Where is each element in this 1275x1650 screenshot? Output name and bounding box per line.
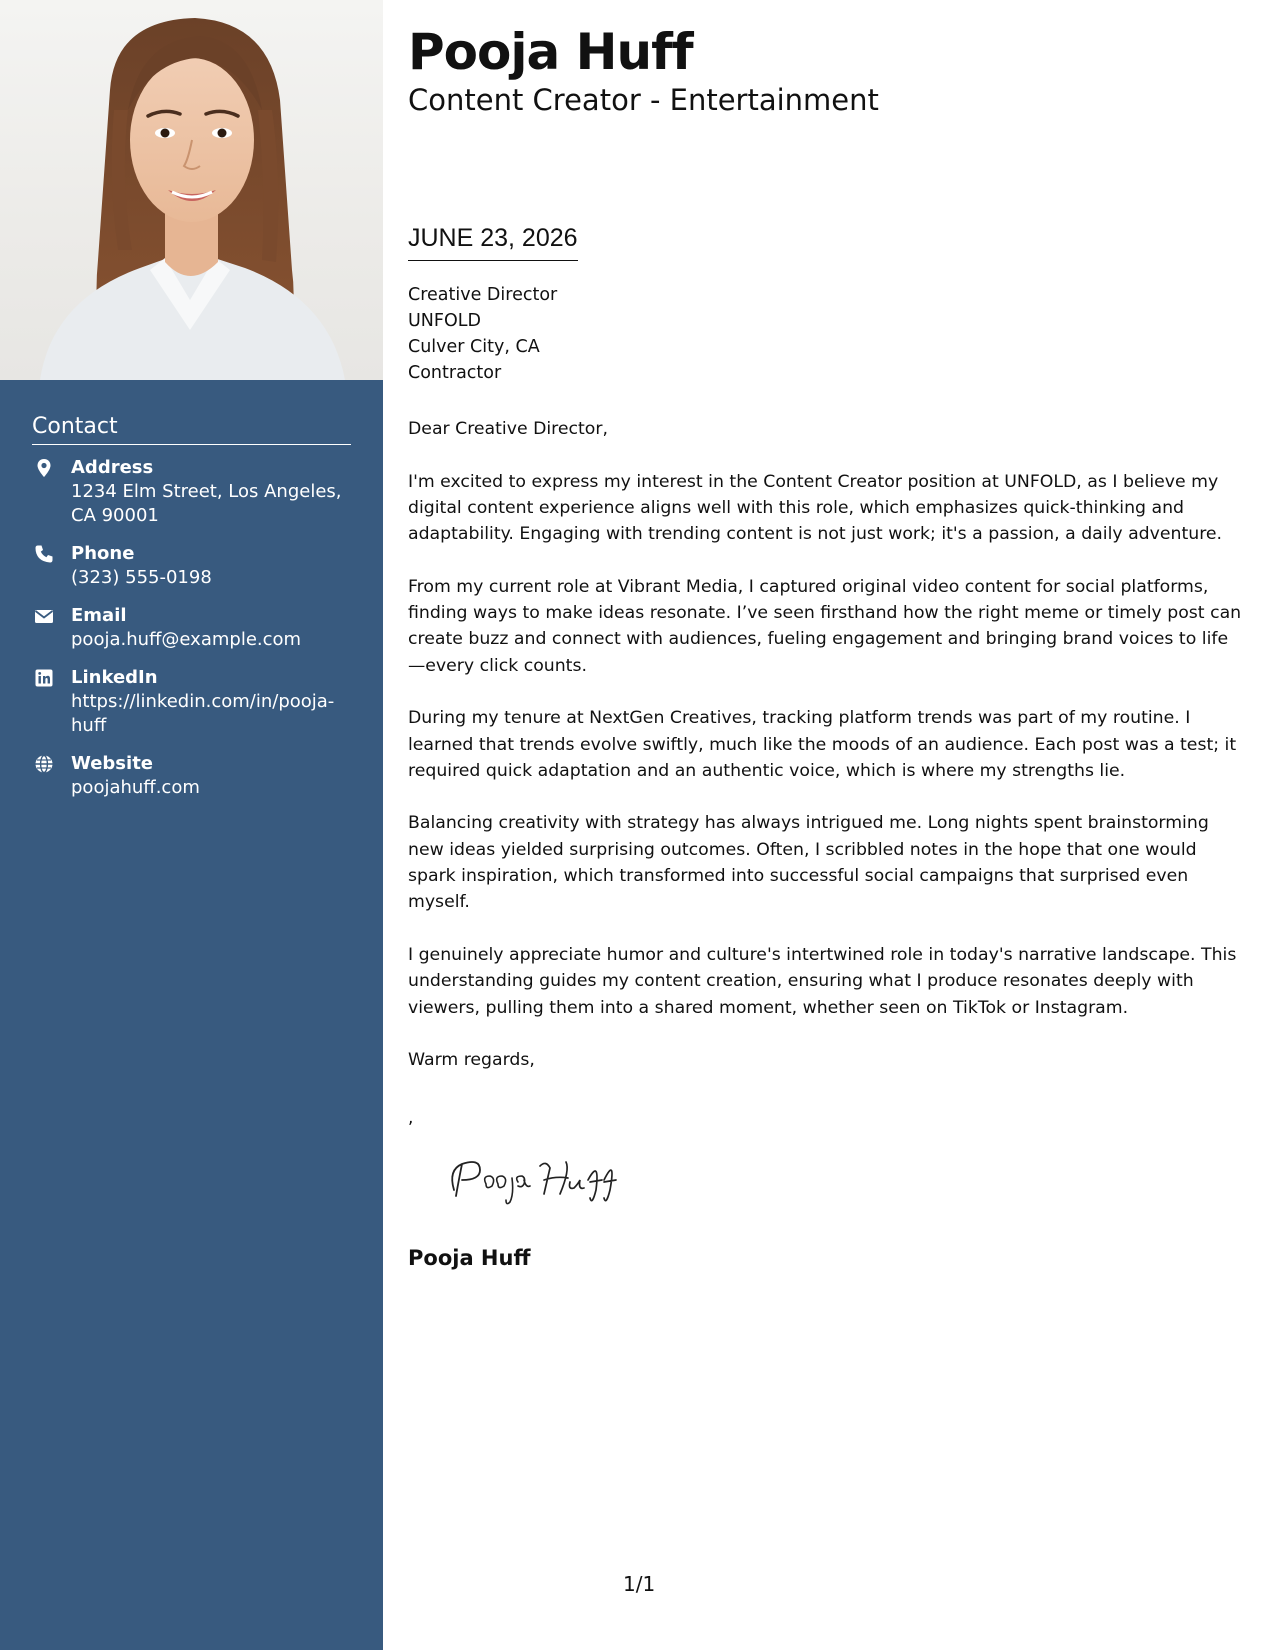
contact-heading: Contact (32, 413, 351, 445)
closing: Warm regards, (408, 1050, 535, 1071)
contact-item-phone (32, 542, 351, 590)
paragraph: From my current role at Vibrant Media, I captured original video content for social platforms, finding ways to make ideas resonate. I’ve seen firsthand how the right meme or timely post can create buzz and connect with audiences, fueling engagement and bringing brand voices to life—every click counts. (408, 576, 1242, 676)
applicant-title: Content Creator - Entertainment (408, 83, 879, 117)
globe-icon (34, 754, 54, 774)
contact-item-address (32, 456, 351, 528)
map-pin-icon (34, 458, 54, 478)
contact-list (32, 456, 351, 800)
website-value[interactable]: poojahuff.com (71, 777, 200, 798)
recipient-type: Contractor (408, 363, 502, 383)
applicant-name: Pooja Huff (408, 23, 693, 81)
letter-body (408, 416, 1245, 1100)
contact-label: LinkedIn (71, 667, 158, 688)
contact-section (32, 413, 351, 814)
linkedin-icon (34, 668, 54, 688)
salutation: Dear Creative Director, (408, 419, 608, 439)
letter-date: JUNE 23, 2026 (408, 222, 578, 261)
contact-item-linkedin (32, 666, 351, 738)
phone-icon (34, 544, 54, 564)
profile-photo (0, 0, 383, 380)
profile-photo-illustration (0, 0, 383, 380)
address-value: 1234 Elm Street, Los Angeles, CA 90001 (71, 481, 342, 526)
stray-comma: , (408, 1108, 414, 1128)
linkedin-value[interactable]: https://linkedin.com/in/pooja-huff (71, 691, 335, 736)
recipient-title: Creative Director (408, 285, 558, 305)
contact-label: Website (71, 753, 154, 774)
signature-image (440, 1150, 640, 1210)
contact-item-email (32, 604, 351, 652)
paragraph: During my tenure at NextGen Creatives, tracking platform trends was part of my routine. I learned that trends evolve swiftly, much like the moods of an audience. Each post was a test; it required quick adaptation and an authentic voice, which is where my strengths lie. (408, 708, 1237, 781)
paragraph: Balancing creativity with strategy has always intrigued me. Long nights spent brainstorming new ideas yielded surprising outcomes. Often, I scribbled notes in the hope that one would spark inspiration, which transformed into successful social campaigns that surprised even myself. (408, 813, 1209, 913)
contact-item-website (32, 752, 351, 800)
contact-label: Phone (71, 543, 135, 564)
phone-value: (323) 555-0198 (71, 567, 212, 588)
email-value[interactable]: pooja.huff@example.com (71, 629, 302, 650)
contact-label: Email (71, 605, 127, 626)
paragraph: I'm excited to express my interest in the Content Creator position at UNFOLD, as I believe my digital content experience aligns well with this role, which emphasizes quick-thinking and adaptability. Engaging with trending content is not just work; it's a passion, a daily adventure. (408, 471, 1223, 545)
recipient-company: UNFOLD (408, 311, 481, 331)
recipient-block (408, 282, 557, 386)
page-number: 1/1 (623, 1572, 656, 1596)
contact-label: Address (71, 457, 154, 478)
sidebar (0, 0, 383, 1650)
signoff-name: Pooja Huff (408, 1246, 531, 1270)
paragraph: I genuinely appreciate humor and culture's intertwined role in today's narrative landscape. This understanding guides my content creation, ensuring what I produce resonates deeply with viewers, pulling them into a shared moment, whether seen on TikTok or Instagram. (408, 944, 1237, 1018)
envelope-icon (34, 606, 54, 626)
recipient-location: Culver City, CA (408, 337, 540, 357)
